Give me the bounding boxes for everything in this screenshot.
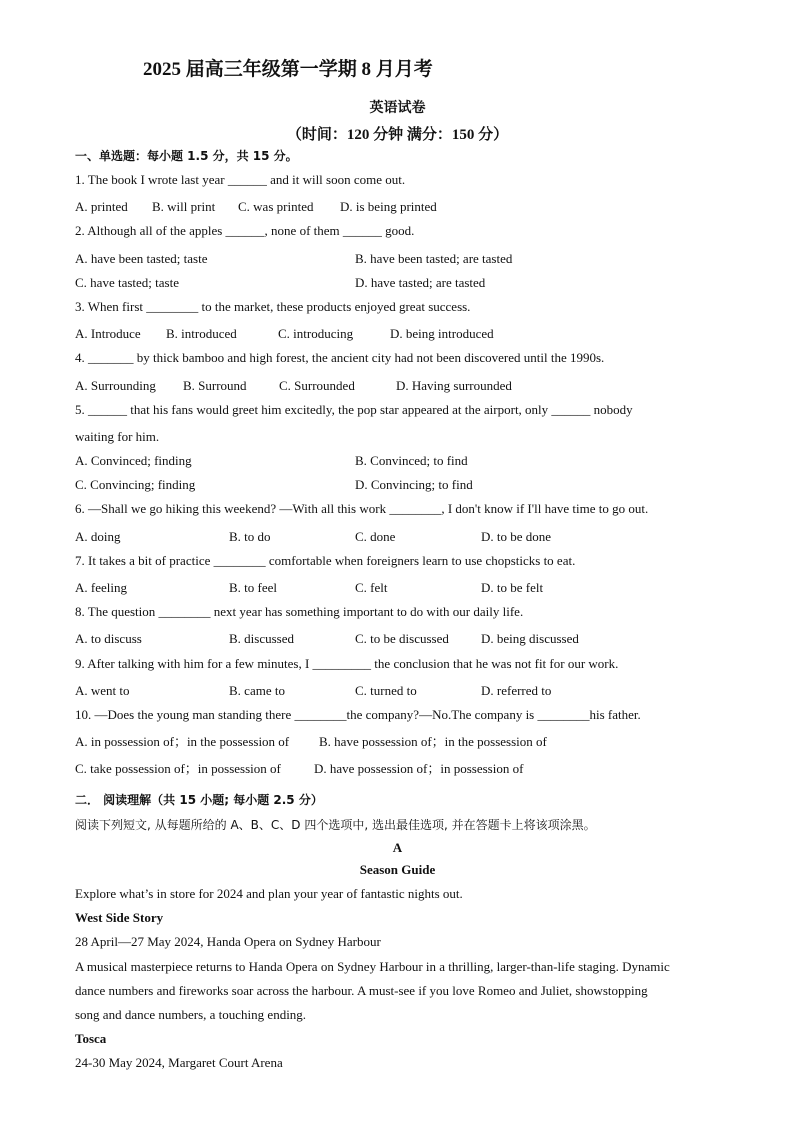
section2-instruction: 阅读下列短文, 从每题所给的 A、B、C、D 四个选项中, 选出最佳选项, 并在答题卡上将该项涂黑。 xyxy=(75,818,596,832)
option-d: D. being discussed xyxy=(481,631,579,646)
option-c: C. done xyxy=(355,529,396,544)
option-a: A. Convinced; finding xyxy=(75,453,192,468)
option-c: C. Surrounded xyxy=(279,378,355,393)
question-stem: 7. It takes a bit of practice ________ comfortable when foreigners learn to use chopsticks to eat. xyxy=(75,553,576,568)
option-d: D. being introduced xyxy=(390,326,494,341)
question-stem: 3. When first ________ to the market, these products enjoyed great success. xyxy=(75,299,471,314)
section2-heading: 二． 阅读理解（共 15 小题; 每小题 2.5 分） xyxy=(75,793,323,807)
option-b: B. to feel xyxy=(229,580,278,595)
question-stem: 6. —Shall we go hiking this weekend? —With all this work ________, I don't know if I'll have time to go out. xyxy=(75,501,649,516)
option-d: D. have tasted; are tasted xyxy=(355,275,486,290)
option-a: A. Introduce xyxy=(75,326,141,341)
option-a: A. doing xyxy=(75,529,121,544)
exam-subject: 英语试卷 xyxy=(369,101,426,116)
passage-intro: Explore what’s in store for 2024 and plan your year of fantastic nights out. xyxy=(75,886,463,901)
show-date-venue: 28 April—27 May 2024, Handa Opera on Sydney Harbour xyxy=(75,934,381,949)
option-d: D. is being printed xyxy=(340,199,437,214)
option-c: C. felt xyxy=(355,580,388,595)
option-d: D. have possession of；in possession of xyxy=(314,761,524,776)
option-b: B. introduced xyxy=(166,326,237,341)
question-stem: 2. Although all of the apples ______, none of them ______ good. xyxy=(75,223,415,238)
passage-title: Season Guide xyxy=(359,862,436,877)
option-b: B. have possession of；in the possession of xyxy=(319,734,547,749)
option-b: B. discussed xyxy=(229,631,294,646)
question-stem: 10. —Does the young man standing there ________the company?—No.The company is ________his father. xyxy=(75,707,641,722)
option-b: B. to do xyxy=(229,529,271,544)
option-c: C. have tasted; taste xyxy=(75,275,179,290)
exam-title: 2025 届高三年级第一学期 8 月月考 xyxy=(143,59,433,80)
question-stem: 8. The question ________ next year has something important to do with our daily life. xyxy=(75,604,524,619)
option-c: C. introducing xyxy=(278,326,354,341)
option-d: D. referred to xyxy=(481,683,552,698)
passage-letter: A xyxy=(392,840,403,855)
show-description-line: dance numbers and fireworks soar across the harbour. A must-see if you love Romeo and Juliet, showstopping xyxy=(75,983,648,998)
option-c: C. to be discussed xyxy=(355,631,449,646)
show-name: Tosca xyxy=(75,1031,107,1046)
option-c: C. turned to xyxy=(355,683,417,698)
question-stem: 4. _______ by thick bamboo and high forest, the ancient city had not been discovered until the 1990s. xyxy=(75,350,605,365)
option-a: A. to discuss xyxy=(75,631,142,646)
option-b: B. Convinced; to find xyxy=(355,453,468,468)
option-b: B. will print xyxy=(152,199,216,214)
option-b: B. Surround xyxy=(183,378,247,393)
show-description-line: A musical masterpiece returns to Handa Opera on Sydney Harbour in a thrilling, larger-than-life staging. Dynamic xyxy=(75,959,670,974)
option-a: A. have been tasted; taste xyxy=(75,251,208,266)
option-d: D. to be done xyxy=(481,529,552,544)
option-a: A. feeling xyxy=(75,580,127,595)
show-name: West Side Story xyxy=(75,910,164,925)
option-d: D. Convincing; to find xyxy=(355,477,473,492)
question-stem: 1. The book I wrote last year ______ and it will soon come out. xyxy=(75,172,406,187)
question-stem: 9. After talking with him for a few minutes, I _________ the conclusion that he was not fit for our work. xyxy=(75,656,619,671)
option-a: A. went to xyxy=(75,683,130,698)
option-c: C. Convincing; finding xyxy=(75,477,196,492)
option-d: D. to be felt xyxy=(481,580,544,595)
option-a: A. in possession of；in the possession of xyxy=(75,734,290,749)
option-a: A. Surrounding xyxy=(75,378,156,393)
option-b: B. have been tasted; are tasted xyxy=(355,251,513,266)
option-b: B. came to xyxy=(229,683,285,698)
show-description-line: song and dance numbers, a touching ending. xyxy=(75,1007,307,1022)
option-a: A. printed xyxy=(75,199,128,214)
exam-time-info: （时间：120 分钟 满分：150 分） xyxy=(286,127,509,143)
section1-heading: 一、单选题：每小题 1.5 分，共 15 分。 xyxy=(75,149,298,163)
question-stem-continued: waiting for him. xyxy=(75,429,160,444)
question-stem: 5. ______ that his fans would greet him excitedly, the pop star appeared at the airport, only ______ nobody xyxy=(75,402,633,417)
option-c: C. take possession of；in possession of xyxy=(75,761,281,776)
option-c: C. was printed xyxy=(238,199,314,214)
show-date-venue: 24-30 May 2024, Margaret Court Arena xyxy=(75,1055,283,1070)
option-d: D. Having surrounded xyxy=(396,378,512,393)
